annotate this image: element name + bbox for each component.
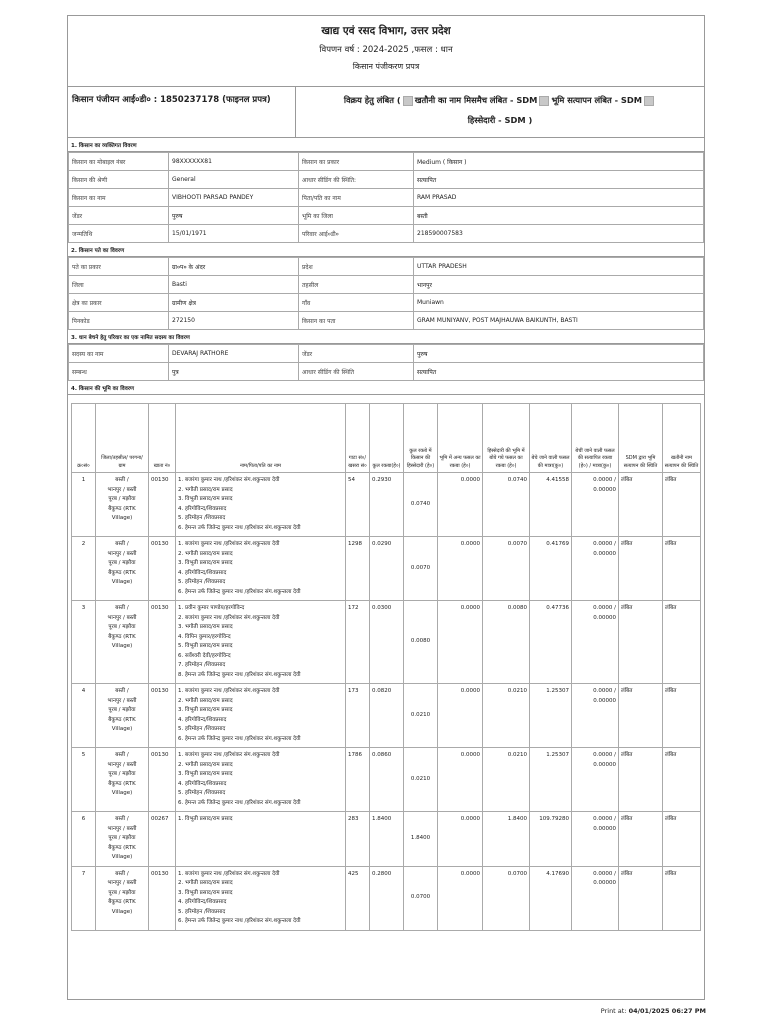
other-crop-area: 0.0000	[438, 601, 483, 684]
print-time: 04/01/2025 06:27 PM	[628, 1007, 706, 1015]
field-value: 98XXXXXX81	[169, 153, 299, 171]
field-value: UTTAR PRADESH	[414, 258, 704, 276]
kv-row	[69, 312, 704, 330]
owner-name: 2. भगौती प्रसाद/राम प्रसाद	[178, 880, 233, 886]
sdm-status: लंबित	[619, 684, 663, 748]
owner-name: 7. हरिमोहन /शिवप्रसाद	[178, 662, 226, 668]
field-value: General	[169, 171, 299, 189]
verified-area: 0.0000 / 0.00000	[572, 812, 619, 867]
owner-name: 5. हरिमोहन /शिवप्रसाद	[178, 790, 226, 796]
verified-area: 0.0000 / 0.00000	[572, 748, 619, 812]
location-cell	[96, 473, 149, 537]
kv-row	[69, 153, 704, 171]
section-personal-title: 1. किसान का व्यक्तिगत विवरण	[68, 138, 704, 152]
khata-number: 00130	[149, 748, 176, 812]
location-line: बैकुण्ठ (RTK	[108, 716, 136, 723]
column-header: क्र०सं०	[72, 404, 96, 473]
other-crop-area: 0.0000	[438, 866, 483, 930]
field-label: प्रदेश	[299, 258, 414, 276]
khata-number: 00130	[149, 473, 176, 537]
gata-number: 425	[346, 866, 370, 930]
serial-number: 2	[72, 537, 96, 601]
owner-name: 1. प्रवीन कुमार पाण्डेय/हरगोविन्द	[178, 605, 245, 611]
khatauni-status: लंबित	[663, 684, 701, 748]
field-label: गाँव	[299, 294, 414, 312]
location-line: पूरब / मझौवा	[108, 889, 136, 896]
location-line: Village)	[111, 908, 133, 915]
sown-area: 0.0700	[483, 866, 530, 930]
status-share: हिस्सेदारी - SDM )	[467, 115, 533, 125]
field-value: ग्रा०प० के अंदर	[169, 258, 299, 276]
personal-details-table	[68, 152, 704, 243]
season-line: विपणन वर्ष : 2024-2025 ,फसल : धान	[319, 45, 453, 55]
owner-name: 5. हरिमोहन /शिवप्रसाद	[178, 908, 226, 915]
kv-row	[69, 294, 704, 312]
location-cell	[96, 537, 149, 601]
owner-name: 1. विभूती प्रसाद/राम प्रसाद	[178, 816, 233, 822]
verified-area: 0.0000 / 0.00000	[572, 601, 619, 684]
serial-number: 4	[72, 684, 96, 748]
field-label: किसान का पता	[299, 312, 414, 330]
location-line: भानपुर / बस्ती	[107, 697, 137, 704]
location-line: बस्ती /	[115, 477, 129, 483]
owner-names	[176, 473, 346, 537]
owner-name: 4. हरिगोविन्द/शिवप्रसाद	[178, 716, 227, 723]
field-value: DEVARAJ RATHORE	[169, 345, 299, 363]
location-cell	[96, 748, 149, 812]
land-row	[72, 537, 701, 601]
total-area: 1.8400	[370, 812, 404, 867]
gata-number: 1298	[346, 537, 370, 601]
land-row	[72, 866, 701, 930]
owner-name: 3. भगौती प्रसाद/राम प्रसाद	[178, 624, 233, 630]
kv-row	[69, 189, 704, 207]
location-line: Village)	[111, 515, 133, 521]
land-header-row	[72, 404, 701, 473]
owner-names	[176, 812, 346, 867]
land-table-wrap	[68, 395, 704, 931]
checkbox-icon	[644, 96, 654, 106]
registration-form	[67, 15, 705, 1000]
column-header: नाम/पिता/पति का नाम	[176, 404, 346, 473]
owner-name: 2. भगौती प्रसाद/राम प्रसाद	[178, 761, 233, 768]
sale-status	[296, 87, 704, 137]
land-row	[72, 684, 701, 748]
owner-name: 1. बजरंगा कुमार नाथ /हरिशंकर संग.शकुन्तला देवी	[178, 870, 280, 877]
owner-name: 4. हरिगोविन्द/शिवप्रसाद	[178, 569, 227, 576]
land-row	[72, 812, 701, 867]
khatauni-status: लंबित	[663, 601, 701, 684]
serial-number: 3	[72, 601, 96, 684]
gata-number: 1786	[346, 748, 370, 812]
khata-number: 00130	[149, 866, 176, 930]
owner-name: 2. बजरंगा कुमार नाथ /हरिशंकर संग.शकुन्तला देवी	[178, 614, 280, 621]
field-value: बस्ती	[414, 207, 704, 225]
sown-area: 0.0210	[483, 748, 530, 812]
location-line: भानपुर / बस्ती	[107, 614, 137, 621]
sown-area: 0.0070	[483, 537, 530, 601]
column-header: खाता नं०	[149, 404, 176, 473]
status-khatauni-mismatch: खतौनी का नाम मिसमैच लंबित - SDM	[414, 95, 538, 105]
field-label: जेंडर	[69, 207, 169, 225]
field-value: पुत्र	[169, 363, 299, 381]
owner-name: 3. विभूती प्रसाद/राम प्रसाद	[178, 771, 233, 777]
location-cell	[96, 866, 149, 930]
column-header: कुल रकबा(हे०)	[370, 404, 404, 473]
sale-quantity: 4.17690	[530, 866, 572, 930]
land-details-table	[71, 403, 701, 931]
location-line: बैकुण्ठ (RTK	[108, 633, 136, 640]
other-crop-area: 0.0000	[438, 473, 483, 537]
location-cell	[96, 601, 149, 684]
gata-number: 283	[346, 812, 370, 867]
total-area: 0.0300	[370, 601, 404, 684]
sdm-status: लंबित	[619, 537, 663, 601]
field-label: सदस्य का नाम	[69, 345, 169, 363]
column-header: जिला/तहसील/ परगना/ ग्राम	[96, 404, 149, 473]
sdm-status: लंबित	[619, 601, 663, 684]
owner-names	[176, 748, 346, 812]
owner-name: 1. बजरंगा कुमार नाथ /हरिशंकर संग.शकुन्तला देवी	[178, 752, 280, 758]
location-line: Village)	[111, 726, 133, 732]
share-area: 0.0210	[404, 748, 438, 812]
owner-name: 3. विभूती प्रसाद/राम प्रसाद	[178, 560, 233, 566]
other-crop-area: 0.0000	[438, 812, 483, 867]
field-value: 218590007583	[414, 225, 704, 243]
owner-name: 3. विभूती प्रसाद/राम प्रसाद	[178, 496, 233, 502]
column-header: भूमि में अन्य फसल का रकबा (हे०)	[438, 404, 483, 473]
status-land-verification: भूमि सत्यापन लंबित - SDM	[551, 95, 643, 105]
verified-area: 0.0000 / 0.00000	[572, 537, 619, 601]
share-area: 0.0210	[404, 684, 438, 748]
field-value: पुरुष	[169, 207, 299, 225]
registration-row	[68, 87, 704, 138]
khatauni-status: लंबित	[663, 748, 701, 812]
khata-number: 00130	[149, 537, 176, 601]
sdm-status: लंबित	[619, 473, 663, 537]
print-label: Print at:	[600, 1007, 627, 1015]
kv-row	[69, 258, 704, 276]
column-header: बेचीं जाने वाली फसल की सत्यापित रकबा (हे०) / मात्रा(कु०)	[572, 404, 619, 473]
field-value: 272150	[169, 312, 299, 330]
verified-area: 0.0000 / 0.00000	[572, 473, 619, 537]
field-value: Muniawn	[414, 294, 704, 312]
form-subtitle: किसान पंजीकरण प्रपत्र	[352, 62, 420, 71]
field-value: RAM PRASAD	[414, 189, 704, 207]
location-line: बस्ती /	[115, 688, 129, 694]
section-address-title: 2. किसान पते का विवरण	[68, 243, 704, 257]
owner-name: 1. बजरंगा कुमार नाथ /हरिशंकर संग.शकुन्तला देवी	[178, 477, 280, 483]
field-value: सत्यापित	[414, 363, 704, 381]
field-label: भूमि का जिला	[299, 207, 414, 225]
field-value: Medium ( किसान )	[414, 153, 704, 171]
column-header: कुल रकबे में किसान की हिस्सेदारी (हे०)	[404, 404, 438, 473]
serial-number: 6	[72, 812, 96, 867]
field-value: भानपुर	[414, 276, 704, 294]
print-timestamp	[601, 1007, 706, 1015]
location-line: भानपुर / बस्ती	[107, 550, 137, 557]
sale-quantity: 1.25307	[530, 748, 572, 812]
address-details-table	[68, 257, 704, 330]
field-label: जन्मतिथि	[69, 225, 169, 243]
field-label: सम्बन्ध	[69, 363, 169, 381]
serial-number: 1	[72, 473, 96, 537]
sdm-status: लंबित	[619, 748, 663, 812]
owner-name: 4. हरिगोविन्द/शिवप्रसाद	[178, 780, 227, 787]
owner-name: 4. विपिन कुमार/हरगोविन्द	[178, 633, 231, 640]
owner-name: 3. विभूती प्रसाद/राम प्रसाद	[178, 889, 233, 896]
share-area: 0.0070	[404, 537, 438, 601]
field-value: GRAM MUNIYANV, POST MAJHAUWA BAIKUNTH, BASTI	[414, 312, 704, 330]
field-label: क्षेत्र का प्रकार	[69, 294, 169, 312]
location-line: पूरब / मझौवा	[108, 624, 136, 630]
share-area: 0.0700	[404, 866, 438, 930]
sale-quantity: 4.41558	[530, 473, 572, 537]
field-label: किसान की श्रेणी	[69, 171, 169, 189]
checkbox-icon	[539, 96, 549, 106]
field-label: जेंडर	[299, 345, 414, 363]
sale-quantity: 0.41769	[530, 537, 572, 601]
form-header	[68, 16, 704, 87]
total-area: 0.2800	[370, 866, 404, 930]
field-label: पिता/पति का नाम	[299, 189, 414, 207]
total-area: 0.0820	[370, 684, 404, 748]
sown-area: 0.0740	[483, 473, 530, 537]
owner-name: 3. विभूती प्रसाद/राम प्रसाद	[178, 707, 233, 713]
field-label: जिला	[69, 276, 169, 294]
khata-number: 00130	[149, 684, 176, 748]
department-title: खाद्य एवं रसद विभाग, उत्तर प्रदेश	[321, 25, 451, 37]
location-line: भानपुर / बस्ती	[107, 761, 137, 768]
kv-row	[69, 363, 704, 381]
owner-name: 5. हरिमोहन /शिवप्रसाद	[178, 515, 226, 521]
owner-name: 6. सर्वेश्वरी देवी/हरगोविन्द	[178, 652, 231, 659]
field-label: आधार सीडिंग की स्थिति	[299, 363, 414, 381]
owner-names	[176, 537, 346, 601]
field-label: तहसील	[299, 276, 414, 294]
kv-row	[69, 207, 704, 225]
sale-quantity: 109.79280	[530, 812, 572, 867]
owner-names	[176, 684, 346, 748]
owner-name: 6. हेमन्त उर्फ जितेन्द्र कुमार नाथ /हरिशंकर संग.शकुन्तला देवी	[178, 918, 301, 924]
column-header: SDM द्वारा भूमि सत्यापन की स्थिति	[619, 404, 663, 473]
field-value: पुरुष	[414, 345, 704, 363]
location-line: बस्ती /	[115, 752, 129, 758]
column-header: हिस्सेदारी की भूमि में बोये गये फसल का रकबा (हे०)	[483, 404, 530, 473]
khatauni-status: लंबित	[663, 537, 701, 601]
location-line: Village)	[111, 854, 133, 860]
owner-names	[176, 601, 346, 684]
owner-name: 4. हरिगोविन्द/शिवप्रसाद	[178, 899, 227, 905]
location-line: भानपुर / बस्ती	[107, 486, 137, 493]
sdm-status: लंबित	[619, 812, 663, 867]
location-line: पूरब / मझौवा	[108, 496, 136, 502]
location-line: बैकुण्ठ (RTK	[108, 569, 136, 576]
khatauni-status: लंबित	[663, 473, 701, 537]
location-line: बैकुण्ठ (RTK	[108, 505, 136, 512]
share-area: 0.0740	[404, 473, 438, 537]
owner-name: 5. हरिमोहन /शिवप्रसाद	[178, 579, 226, 585]
location-line: Village)	[111, 643, 133, 649]
owner-name: 5. विभूती प्रसाद/राम प्रसाद	[178, 643, 233, 649]
section-nominee-title: 3. धान बेचने हेतु परिवार का एक नामित सदस्य का विवरण	[68, 330, 704, 344]
field-label: किसान का नाम	[69, 189, 169, 207]
kv-row	[69, 276, 704, 294]
location-line: पूरब / मझौवा	[108, 560, 136, 566]
verified-area: 0.0000 / 0.00000	[572, 866, 619, 930]
sale-quantity: 0.47736	[530, 601, 572, 684]
sale-quantity: 1.25307	[530, 684, 572, 748]
location-cell	[96, 684, 149, 748]
location-line: पूरब / मझौवा	[108, 771, 136, 777]
serial-number: 7	[72, 866, 96, 930]
location-line: बस्ती /	[115, 605, 129, 611]
owner-name: 5. हरिमोहन /शिवप्रसाद	[178, 726, 226, 732]
share-area: 0.0080	[404, 601, 438, 684]
land-row	[72, 601, 701, 684]
khata-number: 00130	[149, 601, 176, 684]
location-line: बैकुण्ठ (RTK	[108, 780, 136, 787]
location-line: Village)	[111, 790, 133, 796]
location-line: पूरब / मझौवा	[108, 835, 136, 841]
owner-name: 6. हेमन्त उर्फ जितेन्द्र कुमार नाथ /हरिशंकर संग.शकुन्तला देवी	[178, 524, 301, 531]
field-value: 15/01/1971	[169, 225, 299, 243]
owner-name: 2. भगौती प्रसाद/राम प्रसाद	[178, 550, 233, 557]
other-crop-area: 0.0000	[438, 684, 483, 748]
share-area: 1.8400	[404, 812, 438, 867]
location-line: भानपुर / बस्ती	[107, 825, 137, 832]
sown-area: 0.0080	[483, 601, 530, 684]
location-line: पूरब / मझौवा	[108, 707, 136, 713]
sown-area: 1.8400	[483, 812, 530, 867]
owner-name: 1. बजरंगा कुमार नाथ /हरिशंकर संग.शकुन्तला देवी	[178, 541, 280, 547]
khatauni-status: लंबित	[663, 812, 701, 867]
column-header: बेचे जाने वाली फसल की मात्रा(कु०)	[530, 404, 572, 473]
field-label: परिवार आई०डी०	[299, 225, 414, 243]
owner-name: 2. भगौती प्रसाद/राम प्रसाद	[178, 697, 233, 704]
owner-name: 1. बजरंगा कुमार नाथ /हरिशंकर संग.शकुन्तला देवी	[178, 688, 280, 694]
column-header: गाटा सं०/ खसरा सं०	[346, 404, 370, 473]
owner-name: 6. हेमन्त उर्फ जितेन्द्र कुमार नाथ /हरिशंकर संग.शकुन्तला देवी	[178, 735, 301, 742]
land-row	[72, 748, 701, 812]
field-value: ग्रामीण क्षेत्र	[169, 294, 299, 312]
owner-name: 2. भगौती प्रसाद/राम प्रसाद	[178, 486, 233, 493]
location-line: बैकुण्ठ (RTK	[108, 844, 136, 851]
registration-id: किसान पंजीयन आई०डी० : 1850237178 (फाइनल प्रपत्र)	[68, 87, 296, 137]
sdm-status: लंबित	[619, 866, 663, 930]
total-area: 0.2930	[370, 473, 404, 537]
khata-number: 00267	[149, 812, 176, 867]
location-cell	[96, 812, 149, 867]
field-label: आधार सीडिंग की स्थिति:	[299, 171, 414, 189]
section-land-title: 4. किसान की भूमि का विवरण	[68, 381, 704, 395]
other-crop-area: 0.0000	[438, 537, 483, 601]
location-line: भानपुर / बस्ती	[107, 880, 137, 886]
total-area: 0.0860	[370, 748, 404, 812]
kv-row	[69, 345, 704, 363]
owner-name: 6. हेमन्त उर्फ जितेन्द्र कुमार नाथ /हरिशंकर संग.शकुन्तला देवी	[178, 799, 301, 806]
location-line: बस्ती /	[115, 816, 129, 822]
nominee-details-table	[68, 344, 704, 381]
kv-row	[69, 171, 704, 189]
verified-area: 0.0000 / 0.00000	[572, 684, 619, 748]
sown-area: 0.0210	[483, 684, 530, 748]
field-value: VIBHOOTI PARSAD PANDEY	[169, 189, 299, 207]
owner-name: 4. हरिगोविन्द/शिवप्रसाद	[178, 505, 227, 512]
gata-number: 172	[346, 601, 370, 684]
owner-name: 6. हेमन्त उर्फ जितेन्द्र कुमार नाथ /हरिशंकर संग.शकुन्तला देवी	[178, 588, 301, 595]
gata-number: 54	[346, 473, 370, 537]
owner-names	[176, 866, 346, 930]
field-value: सत्यापित	[414, 171, 704, 189]
owner-name: 8. हेमन्त उर्फ जितेन्द्र कुमार नाथ /हरिशंकर संग.शकुन्तला देवी	[178, 671, 301, 678]
checkbox-icon	[403, 96, 413, 106]
field-label: पते का प्रकार	[69, 258, 169, 276]
other-crop-area: 0.0000	[438, 748, 483, 812]
kv-row	[69, 225, 704, 243]
total-area: 0.0290	[370, 537, 404, 601]
serial-number: 5	[72, 748, 96, 812]
land-row	[72, 473, 701, 537]
location-line: बस्ती /	[115, 541, 129, 547]
location-line: बैकुण्ठ (RTK	[108, 899, 136, 905]
column-header: खतौनी नाम सत्यापन की स्थिति	[663, 404, 701, 473]
location-line: Village)	[111, 579, 133, 585]
khatauni-status: लंबित	[663, 866, 701, 930]
status-prefix: विक्रय हेतु लंबित (	[343, 95, 401, 105]
field-label: किसान का मोबाइल नंबर	[69, 153, 169, 171]
field-value: Basti	[169, 276, 299, 294]
field-label: पिनकोड	[69, 312, 169, 330]
gata-number: 173	[346, 684, 370, 748]
location-line: बस्ती /	[115, 870, 129, 877]
field-label: किसान का प्रकार	[299, 153, 414, 171]
